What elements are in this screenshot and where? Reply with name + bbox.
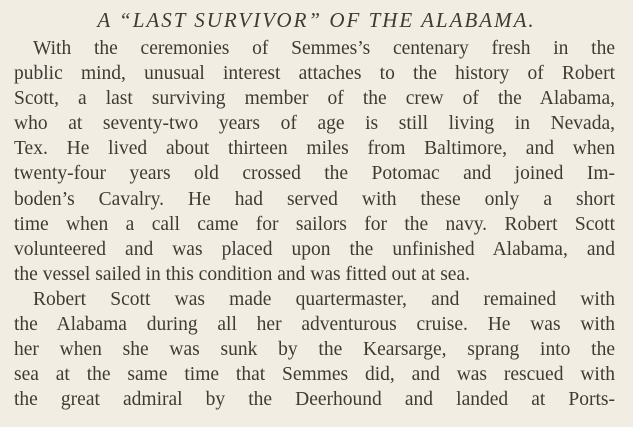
text-line: With the ceremonies of Semmes’s centenary fresh in the <box>33 38 615 59</box>
text-line: her when she was sunk by the Kearsarge, sprang into the <box>14 339 615 361</box>
article-body <box>0 36 633 412</box>
text-line: twenty-four years old crossed the Potomac and joined Im- <box>14 163 615 185</box>
text-line: the great admiral by the Deerhound and landed at Ports- <box>14 389 615 411</box>
text-line: volunteered and was placed upon the unfinished Alabama, and <box>14 238 615 260</box>
text-line: Robert Scott was made quartermaster, and remained with <box>33 288 615 310</box>
text-line: sea at the same time that Semmes did, and was rescued with <box>14 364 615 386</box>
text-line: who at seventy-two years of age is still living in Nevada, <box>14 113 615 135</box>
text-line: public mind, unusual interest attaches to the history of Robert <box>14 63 615 85</box>
text-line: boden’s Cavalry. He had served with these only a short <box>14 188 615 210</box>
article-title: A “LAST SURVIVOR” OF THE ALABAMA. <box>97 8 536 32</box>
text-line: the Alabama during all her adventurous cruise. He was with <box>14 314 615 336</box>
text-line: Scott, a last surviving member of the crew of the Alabama, <box>14 88 615 110</box>
text-line: Tex. He lived about thirteen miles from Baltimore, and when <box>14 138 615 160</box>
text-line: time when a call came for sailors for the navy. Robert Scott <box>14 213 615 235</box>
text-line: the vessel sailed in this condition and was fitted out at sea. <box>14 263 470 285</box>
